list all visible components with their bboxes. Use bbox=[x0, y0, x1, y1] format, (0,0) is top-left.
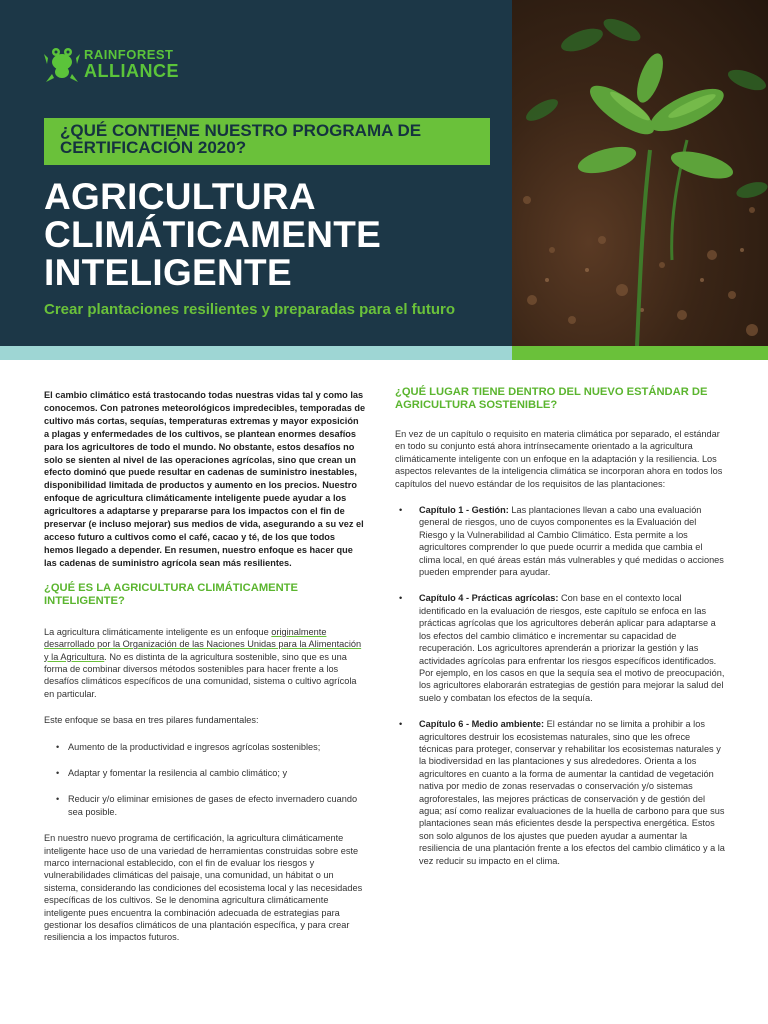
seedlings-photo bbox=[512, 0, 768, 346]
chapter-title: Capítulo 6 - Medio ambiente: bbox=[419, 719, 545, 730]
green-divider-band bbox=[512, 346, 768, 360]
teal-divider-band bbox=[0, 346, 512, 360]
chapter-title: Capítulo 4 - Prácticas agrícolas: bbox=[419, 593, 559, 604]
list-item: • Adaptar y fomentar la resilencia al cambio climático; y bbox=[44, 767, 366, 779]
logo-wordmark bbox=[84, 48, 179, 80]
section-heading-standard: ¿QUÉ LUGAR TIENE DENTRO DEL NUEVO ESTÁNDAR DE AGRICULTURA SOSTENIBLE? bbox=[395, 386, 708, 411]
section-heading-what-is: ¿QUÉ ES LA AGRICULTURA CLIMÁTICAMENTE INTELIGENTE? bbox=[44, 581, 298, 607]
list-item: • Aumento de la productividad e ingresos agrícolas sostenibles; bbox=[44, 741, 366, 753]
page-subtitle: Crear plantaciones resilientes y preparadas para el futuro bbox=[44, 301, 455, 318]
chapters-list bbox=[395, 504, 725, 867]
right-column bbox=[395, 386, 725, 881]
left-column bbox=[44, 389, 366, 944]
standard-intro: En vez de un capítulo o requisito en materia climática por separado, el estándar en todo su conjunto está ahora intrínsecamente orientado a la agricultura climáticamente inteligente con un enfoque en la adaptación y la resiliencia. Los aspectos relevantes de la inteligencia climática se incorporan ahora en todos los capítulos del nuevo estándar de los requisitos de las plantaciones: bbox=[395, 429, 723, 489]
definition-paragraph bbox=[44, 626, 366, 700]
fao-link[interactable]: originalmente desarrollado por la Organización de las Naciones Unidas para la Alimentación y la Agricultura bbox=[44, 626, 362, 662]
certification-paragraph: En nuestro nuevo programa de certificación, la agricultura climáticamente inteligente hace uso de una variedad de herramientas construidas sobre este marco internacional establecido, con el fin de evaluar los riesgos y vulnerabilidades climáticas del paisaje, una comunidad, un hábitat o un sistema, considerando las condiciones del ecosistema local y las necesidades específicas de los cultivos. Se le denomina agricultura climáticamente inteligente pues encuentra la combinación adecuada de estrategias para gestionar los desafíos climáticos de una plantación específica, y para crear resiliencia a los impactos futuros. bbox=[44, 833, 363, 943]
frog-icon bbox=[44, 44, 80, 84]
intro-paragraph: El cambio climático está trastocando todas nuestras vidas tal y como las conocemos. Con patrones meteorológicos impredecibles, temporadas de cultivo más cortas, sequías, temperaturas extremas y mayor exposición a plagas y enfermedades de los cultivos, se plantean enormes desafíos para los agricultores de todo el mundo. No obstante, estos desafíos no solo se sienten al nivel de las operaciones agrícolas, sino que crean un efecto dominó que puede resultar en cadenas de suministro inestables, disponibilidad limitada de productos y aumento en los precios. Nuestro enfoque de agricultura climáticamente inteligente puede ayudar a los agricultores a adaptarse y prepararse para los impactos con el fin de preservar (e incluso mejorar) sus medios de vida, asegurando a su vez el acceso futuro a cultivos como el café, cacao y té, de los que todos hemos llegado a depender. En resumen, nuestro enfoque es hacer que las cadenas de suministro agrícola sean más resilientes. bbox=[44, 390, 366, 568]
pillars-intro: Este enfoque se basa en tres pilares fundamentales: bbox=[44, 715, 259, 726]
title-line: INTELIGENTE bbox=[44, 252, 292, 293]
definition-text-start: La agricultura climáticamente inteligente es un enfoque bbox=[44, 626, 272, 637]
chapter-text: El estándar no se limita a prohibir a los agricultores destruir los ecosistemas naturales, sino que les ofrece técnicas para proteger, conservar y rehabilitar los ecosistemas naturales y la biodiversidad en las plantaciones y sus alrededores. Orienta a los agricultores en cuanto a la forma de aumentar la cantidad de vegetación nativa por medio de zonas reservadas o conservación y/o sistemas agroforestales, las mejores prácticas de conservación y de gestión del agua; así como realizar evaluaciones de la huella de carbono para que sus plantaciones sean más eficientes desde la perspectiva energética. Estos son solo algunos de los ajustes que pueden ayudar a aumentar la resiliencia de una plantación frente a los efectos del cambio climático y a la vez reducir su impacto en el clima. bbox=[419, 719, 725, 866]
logo-line2: ALLIANCE bbox=[84, 61, 179, 81]
list-item: • Reducir y/o eliminar emisiones de gases de efecto invernadero cuando sea posible. bbox=[44, 793, 366, 818]
seedling-illustration bbox=[512, 0, 768, 346]
title-line: CLIMÁTICAMENTE bbox=[44, 214, 382, 255]
program-kicker: ¿QUÉ CONTIENE NUESTRO PROGRAMA DE CERTIFICACIÓN 2020? bbox=[44, 118, 490, 165]
list-item bbox=[395, 504, 725, 578]
header-banner bbox=[0, 0, 768, 346]
page-title bbox=[44, 178, 381, 292]
rainforest-alliance-logo[interactable] bbox=[44, 44, 179, 84]
pillars-list bbox=[44, 741, 366, 819]
chapter-text: Las plantaciones llevan a cabo una evaluación general de riesgos, uno de cuyos componentes es la Evaluación del Riesgo y la Vulnerabilidad al Cambio Climático. Esta permite a los agricultores comprender lo que puede ocurrir a medida que cambia el clima local, en qué áreas están más vulnerables y qué medidas o acciones pueden emprender para ayudar. bbox=[419, 505, 724, 578]
chapter-text: Con base en el contexto local identificado en la evaluación de riesgos, este capítulo se enfoca en las prácticas agrícolas que los agricultores deberán aplicar para adaptarse a los efectos del cambio climático e incrementar su capacidad de recuperación. Los agricultores aprenderán a priorizar la gestión y las actividades agrícolas para enfrentar los riesgos específicos identificados. Por ejemplo, en los casos en que la sequía sea el motivo de preocupación, los agricultores elaborarán estrategias de gestión para mejorar la salud del suelo y combatan los efectos de la sequía. bbox=[419, 593, 725, 703]
definition-text-end: . No es distinta de la agricultura sostenible, sino que es una forma de combinar diversos métodos sostenibles para hacer frente a los desafíos climáticos específicos de una comunidad, sistema o cultivo agrícola en particular. bbox=[44, 651, 357, 699]
list-item bbox=[395, 718, 725, 867]
logo-line1: RAINFOREST bbox=[84, 47, 174, 62]
title-line: AGRICULTURA bbox=[44, 176, 316, 217]
list-item bbox=[395, 592, 725, 704]
chapter-title: Capítulo 1 - Gestión: bbox=[419, 505, 509, 516]
